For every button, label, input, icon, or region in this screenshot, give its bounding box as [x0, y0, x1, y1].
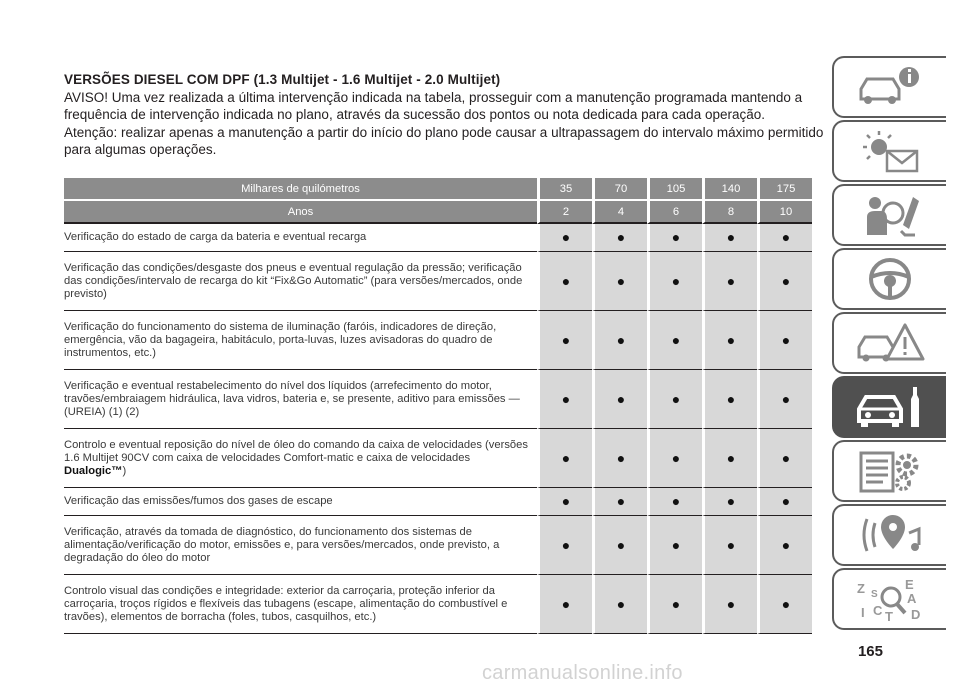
tab-car-info[interactable] [832, 56, 946, 118]
scheduled-dot: ● [647, 429, 702, 488]
scheduled-dot: ● [702, 516, 757, 575]
scheduled-dot: ● [537, 488, 592, 516]
scheduled-dot: ● [702, 311, 757, 370]
scheduled-dot: ● [757, 311, 812, 370]
index-letter: T [885, 609, 893, 623]
table-row [64, 370, 812, 429]
attention-paragraph: Atenção: realizar apenas a manutenção a partir do início do plano pode causar a ultrapassagem do intervalo máximo permitido para algumas operações. [64, 125, 824, 157]
scheduled-dot: ● [757, 575, 812, 634]
scheduled-dot: ● [757, 488, 812, 516]
scheduled-dot: ● [702, 429, 757, 488]
tab-maintenance[interactable] [832, 376, 946, 438]
scheduled-dot: ● [647, 252, 702, 311]
header-km-value: 140 [702, 178, 757, 201]
scheduled-dot: ● [647, 516, 702, 575]
scheduled-dot: ● [592, 224, 647, 252]
scheduled-dot: ● [537, 311, 592, 370]
operation-description [64, 429, 537, 488]
scheduled-dot: ● [647, 370, 702, 429]
airbag-safety-icon [853, 191, 927, 239]
table-row [64, 224, 812, 252]
closing-parenthesis: ) [122, 464, 127, 477]
header-year-value: 2 [537, 201, 592, 224]
operation-description: Verificação das emissões/fumos dos gases de escape [64, 488, 537, 516]
table-row [64, 311, 812, 370]
scheduled-dot: ● [592, 370, 647, 429]
scheduled-dot: ● [757, 516, 812, 575]
header-km-value: 35 [537, 178, 592, 201]
multimedia-icon [853, 511, 927, 559]
scheduled-dot: ● [537, 575, 592, 634]
emergency-icon [853, 319, 927, 367]
tab-starting-driving[interactable] [832, 248, 946, 310]
header-year-value: 10 [757, 201, 812, 224]
operation-description: Controlo visual das condições e integridade: exterior da carroçaria, proteção inferior da carroçaria, troços rígidos e flexíveis das tubagens (escape, alimentação do combustível e travões), elementos de borracha (foles, tubos, casquilhos, etc.) [64, 575, 537, 634]
tab-warning-lights[interactable] [832, 120, 946, 182]
operation-description: Verificação das condições/desgaste dos pneus e eventual regulação da pressão; verificação das condições/intervalo de recarga do kit “Fix&Go Automatic” (para versões/mercados, onde previsto) [64, 252, 537, 311]
index-letter: D [911, 607, 921, 622]
tab-technical-data[interactable] [832, 440, 946, 502]
header-km-value: 175 [757, 178, 812, 201]
scheduled-dot: ● [757, 224, 812, 252]
header-km-label: Milhares de quilómetros [64, 178, 537, 201]
tab-multimedia[interactable] [832, 504, 946, 566]
steering-wheel-icon [853, 255, 927, 303]
table-row [64, 429, 812, 488]
scheduled-dot: ● [537, 252, 592, 311]
scheduled-dot: ● [592, 575, 647, 634]
scheduled-dot: ● [592, 429, 647, 488]
scheduled-dot: ● [702, 224, 757, 252]
scheduled-dot: ● [592, 516, 647, 575]
scheduled-dot: ● [647, 311, 702, 370]
table-header-km-row [64, 178, 812, 201]
scheduled-dot: ● [757, 370, 812, 429]
maintenance-schedule-table [64, 178, 812, 634]
index-letter: C [873, 603, 883, 618]
scheduled-dot: ● [592, 311, 647, 370]
table-row [64, 516, 812, 575]
scheduled-dot: ● [592, 252, 647, 311]
scheduled-dot: ● [647, 224, 702, 252]
index-letter: I [861, 605, 865, 620]
header-km-value: 105 [647, 178, 702, 201]
header-km-value: 70 [592, 178, 647, 201]
dualogic-label: Dualogic™ [64, 464, 123, 477]
section-heading: VERSÕES DIESEL COM DPF (1.3 Multijet - 1.6 Multijet - 2.0 Multijet) [64, 72, 501, 87]
scheduled-dot: ● [647, 488, 702, 516]
scheduled-dot: ● [537, 224, 592, 252]
tab-emergency[interactable] [832, 312, 946, 374]
warning-paragraph: AVISO! Uma vez realizada a última intervenção indicada na tabela, prosseguir com a manutenção programada mantendo a frequência de intervenção indicada no plano, através da sucessão dos pontos ou nota dedicada para cada operação. [64, 90, 803, 122]
header-year-value: 4 [592, 201, 647, 224]
scheduled-dot: ● [702, 370, 757, 429]
scheduled-dot: ● [537, 516, 592, 575]
table-header-years-row [64, 201, 812, 224]
table-row [64, 252, 812, 311]
tab-index[interactable] [832, 568, 946, 630]
scheduled-dot: ● [592, 488, 647, 516]
scheduled-dot: ● [757, 429, 812, 488]
car-info-icon [853, 63, 927, 111]
scheduled-dot: ● [537, 429, 592, 488]
warning-lights-icon [853, 127, 927, 175]
header-year-value: 6 [647, 201, 702, 224]
car-maintenance-icon [853, 383, 927, 431]
scheduled-dot: ● [702, 575, 757, 634]
table-row [64, 488, 812, 516]
index-icon [853, 575, 927, 623]
page-number: 165 [857, 643, 883, 660]
operation-description: Verificação e eventual restabelecimento do nível dos líquidos (arrefecimento do motor, travões/embraiagem hidráulica, lava vidros, bateria e, se presente, aditivo para emissões — (UREIA) (1) (2) [64, 370, 537, 429]
watermark: carmanualsonline.info [482, 662, 683, 684]
operation-description: Verificação do estado de carga da bateria e eventual recarga [64, 224, 537, 252]
table-row [64, 575, 812, 634]
technical-data-icon [853, 447, 927, 495]
operation-description-text: Controlo e eventual reposição do nível de óleo do comando da caixa de velocidades (versões 1.6 Multijet 90CV com caixa de velocidades Comfort-matic e caixa de velocidades [64, 438, 528, 464]
operation-description: Verificação do funcionamento do sistema de iluminação (faróis, indicadores de direção, emergência, vão da bagageira, habitáculo, porta-luvas, luzes avisadoras do quadro de instrumentos, etc.) [64, 311, 537, 370]
index-letter: E [905, 577, 914, 592]
tab-safety[interactable] [832, 184, 946, 246]
index-letter: Z [857, 581, 865, 596]
scheduled-dot: ● [757, 252, 812, 311]
scheduled-dot: ● [647, 575, 702, 634]
scheduled-dot: ● [702, 488, 757, 516]
index-letter: A [907, 591, 917, 606]
index-letter: S [871, 589, 878, 600]
operation-description: Verificação, através da tomada de diagnóstico, do funcionamento dos sistemas de alimentação/verificação do motor, emissões e, para versões/mercados, onde previsto, a degradação do óleo do motor [64, 516, 537, 575]
scheduled-dot: ● [702, 252, 757, 311]
header-year-value: 8 [702, 201, 757, 224]
header-years-label: Anos [64, 201, 537, 224]
scheduled-dot: ● [537, 370, 592, 429]
